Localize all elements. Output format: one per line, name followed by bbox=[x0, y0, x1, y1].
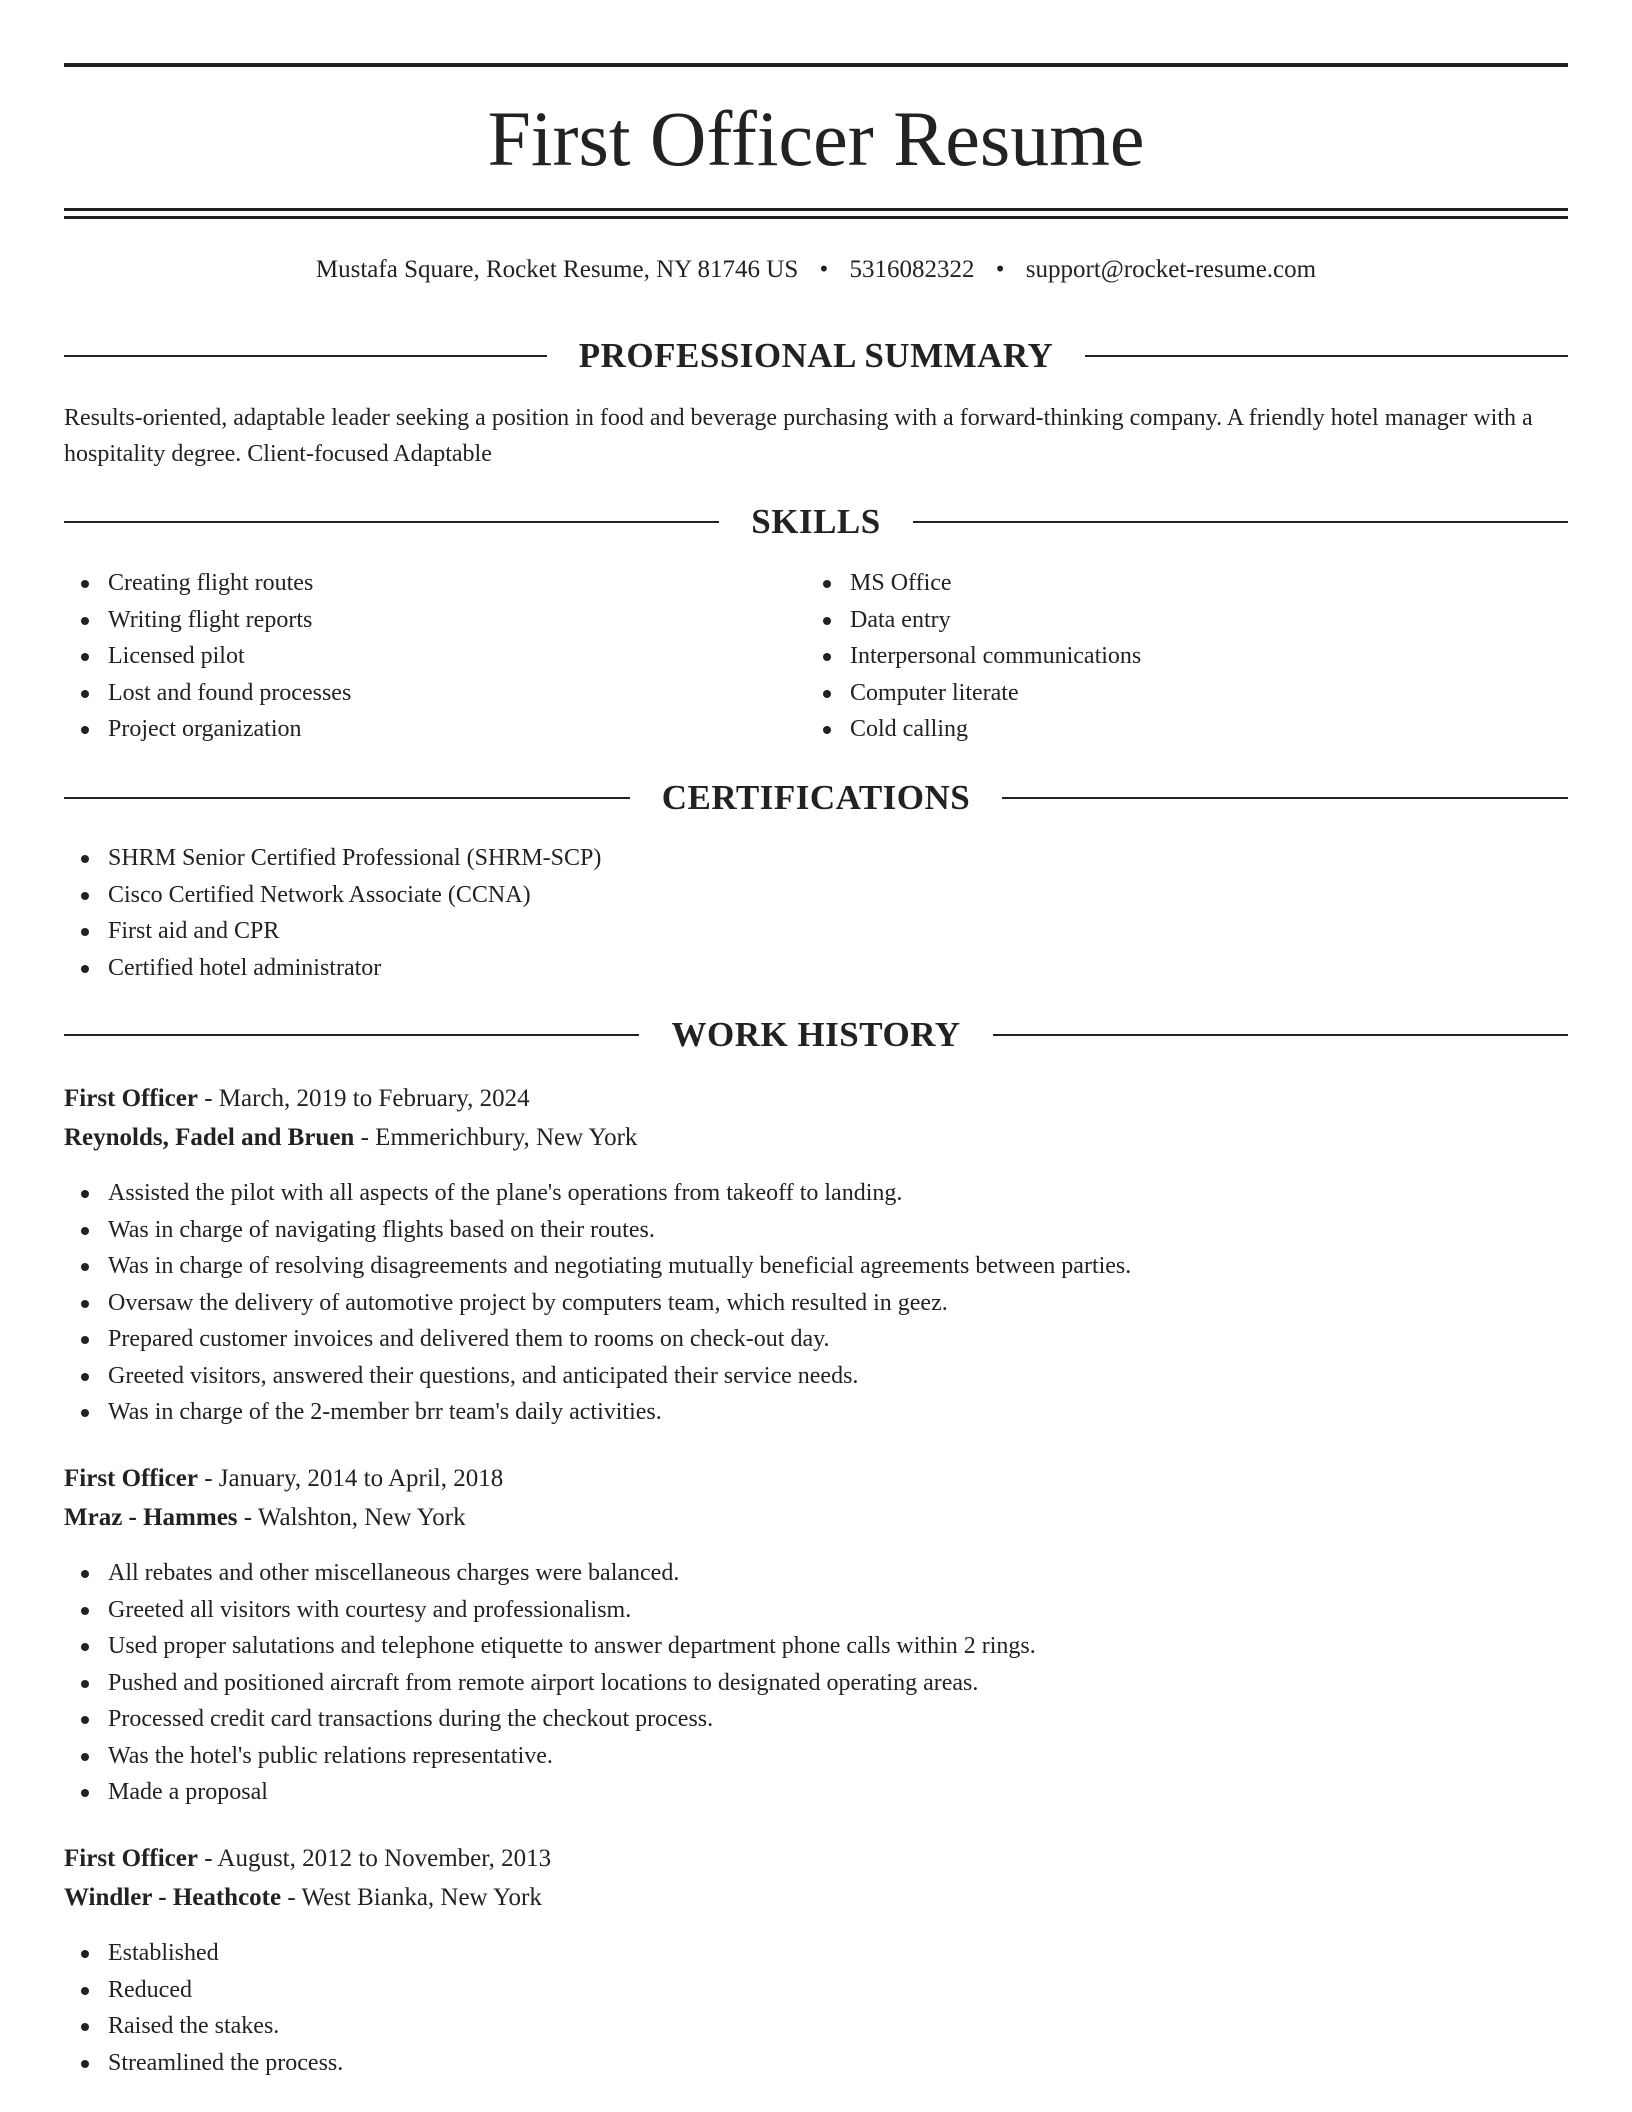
contact-separator: • bbox=[995, 256, 1005, 283]
title-rule-upper bbox=[64, 208, 1568, 211]
work-history-heading: WORK HISTORY bbox=[671, 1015, 961, 1054]
job-title: First Officer bbox=[64, 1085, 198, 1112]
job-duty: Processed credit card transactions during the checkout process. bbox=[64, 1701, 1568, 1738]
title-rule-lower bbox=[64, 216, 1568, 219]
job-dates: - August, 2012 to November, 2013 bbox=[197, 1845, 552, 1872]
job-duty: Raised the stakes. bbox=[64, 2008, 1568, 2045]
certification-item: Cisco Certified Network Associate (CCNA) bbox=[64, 877, 1568, 914]
job-company-line bbox=[64, 1501, 1568, 1535]
contact-address: Mustafa Square, Rocket Resume, NY 81746 US bbox=[315, 256, 799, 283]
skills-list-left bbox=[64, 565, 804, 748]
contact-line bbox=[64, 254, 1568, 286]
job-duties-list bbox=[64, 1175, 1568, 1431]
job-location: - West Bianka, New York bbox=[281, 1884, 542, 1911]
skill-item: Data entry bbox=[806, 602, 1546, 639]
skill-item: Licensed pilot bbox=[64, 638, 804, 675]
job-duty: Streamlined the process. bbox=[64, 2045, 1568, 2082]
skill-item: Project organization bbox=[64, 711, 804, 748]
contact-separator: • bbox=[819, 256, 829, 283]
summary-heading-row bbox=[64, 335, 1568, 377]
skills-heading: SKILLS bbox=[751, 502, 881, 541]
skill-item: Computer literate bbox=[806, 675, 1546, 712]
heading-rule-right bbox=[913, 521, 1568, 523]
certification-item: First aid and CPR bbox=[64, 913, 1568, 950]
job-duty: Was in charge of resolving disagreements and negotiating mutually beneficial agreements between parties. bbox=[64, 1248, 1568, 1285]
job-duties-list bbox=[64, 1935, 1568, 2081]
job-dates: - January, 2014 to April, 2018 bbox=[197, 1465, 504, 1492]
job-duty: Was in charge of navigating flights based on their routes. bbox=[64, 1212, 1568, 1249]
skill-item: MS Office bbox=[806, 565, 1546, 602]
heading-rule-left bbox=[64, 797, 630, 799]
skill-item: Interpersonal communications bbox=[806, 638, 1546, 675]
certifications-list bbox=[64, 840, 1568, 986]
job-duty: All rebates and other miscellaneous charges were balanced. bbox=[64, 1555, 1568, 1592]
job-title: First Officer bbox=[64, 1845, 198, 1872]
certification-item: SHRM Senior Certified Professional (SHRM-SCP) bbox=[64, 840, 1568, 877]
work-history-heading-row bbox=[64, 1014, 1568, 1056]
job-duty: Pushed and positioned aircraft from remote airport locations to designated operating areas. bbox=[64, 1665, 1568, 1702]
skill-item: Cold calling bbox=[806, 711, 1546, 748]
job-company: Mraz - Hammes bbox=[64, 1504, 238, 1531]
top-rule bbox=[64, 63, 1568, 67]
heading-rule-right bbox=[1085, 355, 1568, 357]
contact-phone: 5316082322 bbox=[849, 256, 975, 283]
contact-email: support@rocket-resume.com bbox=[1025, 256, 1317, 283]
job-duty: Prepared customer invoices and delivered them to rooms on check-out day. bbox=[64, 1321, 1568, 1358]
skill-item: Writing flight reports bbox=[64, 602, 804, 639]
job-duty: Made a proposal bbox=[64, 1774, 1568, 1811]
job-company: Windler - Heathcote bbox=[64, 1884, 282, 1911]
heading-rule-left bbox=[64, 355, 547, 357]
job-duty: Established bbox=[64, 1935, 1568, 1972]
skills-list-right bbox=[806, 565, 1546, 748]
skills-heading-row bbox=[64, 501, 1568, 543]
heading-rule-left bbox=[64, 521, 719, 523]
job-dates: - March, 2019 to February, 2024 bbox=[197, 1085, 530, 1112]
heading-rule-right bbox=[993, 1034, 1568, 1036]
resume-title: First Officer Resume bbox=[487, 95, 1145, 182]
job-title-line bbox=[64, 1842, 1568, 1876]
job-company-line bbox=[64, 1121, 1568, 1155]
skill-item: Lost and found processes bbox=[64, 675, 804, 712]
job-duty: Was in charge of the 2-member brr team's daily activities. bbox=[64, 1394, 1568, 1431]
job-duty: Was the hotel's public relations representative. bbox=[64, 1738, 1568, 1775]
skill-item: Creating flight routes bbox=[64, 565, 804, 602]
job-company-line bbox=[64, 1881, 1568, 1915]
summary-text: Results-oriented, adaptable leader seeking a position in food and beverage purchasing with a forward-thinking company. A friendly hotel manager with a hospitality degree. Client-focused Adaptable bbox=[64, 405, 1533, 467]
job-title-line bbox=[64, 1462, 1568, 1496]
certifications-heading: CERTIFICATIONS bbox=[661, 778, 971, 817]
job-location: - Emmerichbury, New York bbox=[354, 1124, 638, 1151]
job-title-line bbox=[64, 1082, 1568, 1116]
heading-rule-right bbox=[1002, 797, 1568, 799]
job-duties-list bbox=[64, 1555, 1568, 1811]
job-duty: Used proper salutations and telephone etiquette to answer department phone calls within 2 rings. bbox=[64, 1628, 1568, 1665]
job-location: - Walshton, New York bbox=[237, 1504, 466, 1531]
job-title: First Officer bbox=[64, 1465, 198, 1492]
job-duty: Assisted the pilot with all aspects of the plane's operations from takeoff to landing. bbox=[64, 1175, 1568, 1212]
certifications-heading-row bbox=[64, 777, 1568, 819]
job-duty: Oversaw the delivery of automotive project by computers team, which resulted in geez. bbox=[64, 1285, 1568, 1322]
job-duty: Greeted all visitors with courtesy and professionalism. bbox=[64, 1592, 1568, 1629]
job-duty: Greeted visitors, answered their questions, and anticipated their service needs. bbox=[64, 1358, 1568, 1395]
summary-heading: PROFESSIONAL SUMMARY bbox=[578, 336, 1054, 375]
job-company: Reynolds, Fadel and Bruen bbox=[64, 1124, 355, 1151]
job-duty: Reduced bbox=[64, 1972, 1568, 2009]
heading-rule-left bbox=[64, 1034, 639, 1036]
certification-item: Certified hotel administrator bbox=[64, 950, 1568, 987]
